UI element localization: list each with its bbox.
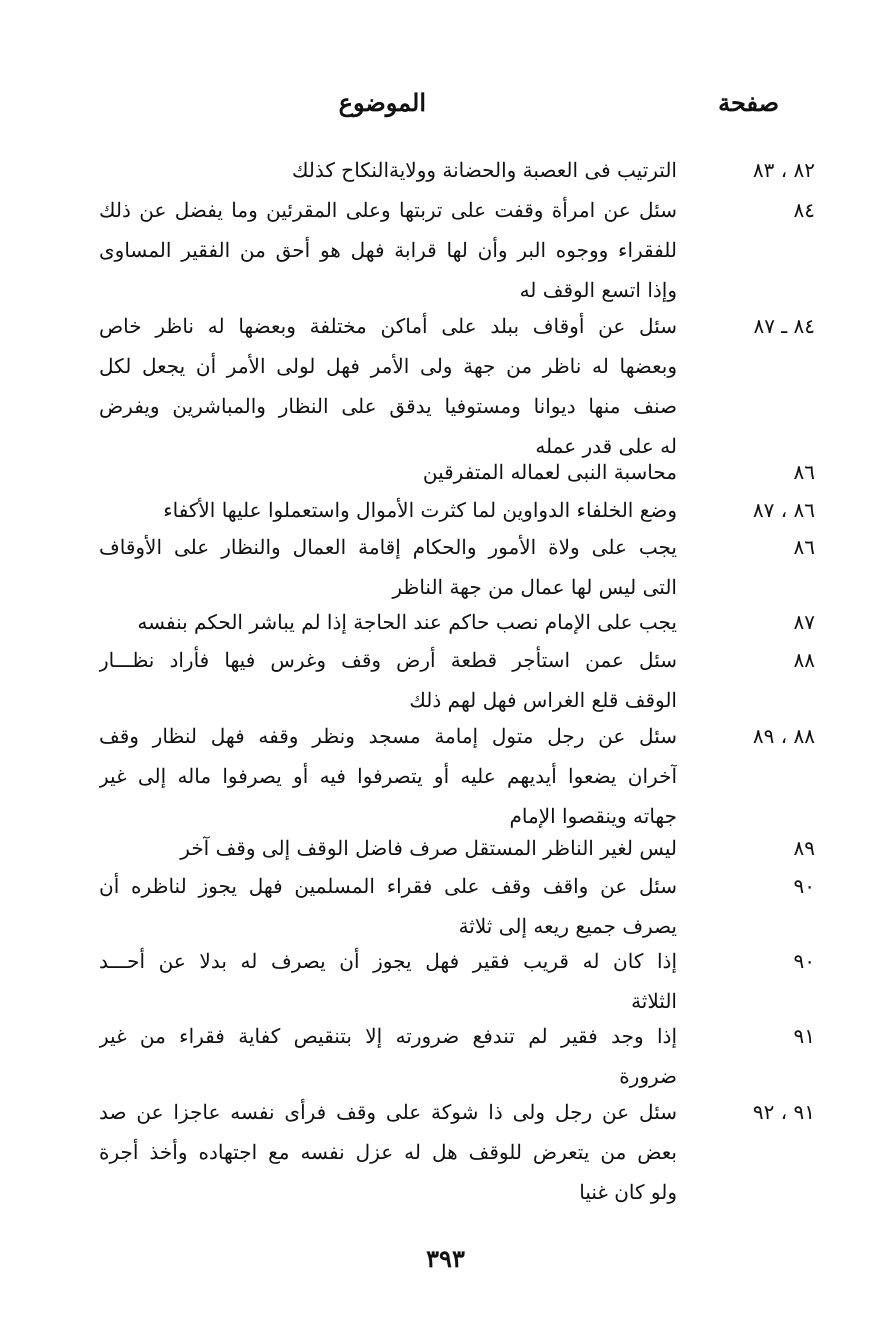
entry-line: سئل عن رجل متول إمامة مسجد ونظر وقفه فهل لنظار وقف	[99, 724, 677, 748]
entry-line: الترتيب فى العصبة والحضانة وولايةالنكاح كذلك	[291, 158, 677, 182]
entry-line: وضع الخلفاء الدواوين لما كثرت الأموال واستعملوا عليها الأكفاء	[163, 498, 677, 522]
entry-page-ref: ٨٦ ، ٨٧	[752, 498, 815, 522]
entry-topic	[99, 190, 677, 310]
entry-page-ref: ٨٤ ـ ٨٧	[753, 314, 815, 338]
entry-line: له على قدر عمله	[535, 434, 677, 458]
entry-topic	[99, 640, 677, 720]
entry-line: إذا كان له قريب فقير فهل يجوز أن يصرف له بدلا عن أحـــد	[99, 949, 677, 973]
entry-page-ref: ٩١ ، ٩٢	[752, 1100, 815, 1124]
entry-topic	[99, 490, 677, 530]
entry-line: ضرورة	[619, 1064, 677, 1088]
entry-topic	[99, 1016, 677, 1096]
entry-page-ref: ٩٠	[793, 874, 815, 898]
entry-line: سئل عن رجل ولى ذا شوكة على وقف فرأى نفسه عاجزا عن صد	[99, 1100, 677, 1124]
entry-page-ref: ٩٠	[793, 949, 815, 973]
entry-line: وإذا اتسع الوقف له	[519, 278, 677, 302]
entry-line: يجب على ولاة الأمور والحكام إقامة العمال والنظار على الأوقاف	[99, 535, 677, 559]
page-number: ٣٩٣	[426, 1244, 465, 1273]
entry-line: التى ليس لها عمال من جهة الناظر	[392, 575, 677, 599]
entry-topic	[99, 306, 677, 466]
entry-line: سئل عمن استأجر قطعة أرض وقف وغرس فيها فأراد نظـــار	[99, 648, 677, 672]
entry-page-ref: ٨٤	[793, 198, 815, 222]
entry-page-ref: ٨٧	[793, 610, 815, 634]
entry-topic	[99, 941, 677, 1021]
entry-line: صنف منها ديوانا ومستوفيا يدقق على النظار والمباشرين ويفرض	[99, 394, 677, 418]
entry-line: آخران يضعوا أيديهم عليه أو يتصرفوا فيه أو يصرفوا ماله إلى غير	[99, 764, 677, 788]
entry-line: سئل عن أوقاف ببلد على أماكن مختلفة وبعضها له ناظر خاص	[99, 314, 677, 338]
entry-page-ref: ٩١	[793, 1024, 815, 1048]
entry-page-ref: ٨٨	[793, 648, 815, 672]
entry-line: سئل عن امرأة وقفت على تربتها وعلى المقرئين وما يفضل عن ذلك	[99, 198, 677, 222]
entry-line: سئل عن واقف وقف على فقراء المسلمين فهل يجوز لناظره أن	[99, 874, 677, 898]
entry-line: يجب على الإمام نصب حاكم عند الحاجة إذا لم يباشر الحكم بنفسه	[137, 610, 677, 634]
entry-line: محاسبة النبى لعماله المتفرقين	[422, 460, 677, 484]
entry-page-ref: ٨٩	[793, 836, 815, 860]
entry-line: ليس لغير الناظر المستقل صرف فاضل الوقف إلى وقف آخر	[180, 836, 677, 860]
entry-page-ref: ٨٨ ، ٨٩	[752, 724, 815, 748]
entry-topic	[99, 828, 677, 868]
entry-line: إذا وجد فقير لم تندفع ضرورته إلا بتنقيص كفاية فقراء من غير	[99, 1024, 677, 1048]
entry-topic	[99, 452, 677, 492]
entry-line: الثلاثة	[631, 989, 677, 1013]
entry-topic	[99, 602, 677, 642]
topic-column-header: الموضوع	[338, 88, 426, 117]
entry-topic	[99, 527, 677, 607]
entry-page-ref: ٨٦	[793, 535, 815, 559]
entry-line: للفقراء ووجوه البر وأن لها قرابة فهل هو أحق من الفقير المساوى	[99, 238, 677, 262]
entry-topic	[99, 1092, 677, 1212]
entry-topic	[99, 716, 677, 836]
entry-page-ref: ٨٢ ، ٨٣	[752, 158, 815, 182]
page-column-header: صفحة	[718, 88, 779, 117]
entry-line: جهاته وينقصوا الإمام	[509, 804, 677, 828]
entry-line: يصرف جميع ريعه إلى ثلاثة	[458, 914, 677, 938]
entry-line: وبعضها له ناظر من جهة ولى الأمر فهل لولى الأمر أن يجعل لكل	[99, 354, 677, 378]
entry-page-ref: ٨٦	[793, 460, 815, 484]
entry-line: الوقف قلع الغراس فهل لهم ذلك	[409, 688, 677, 712]
entry-topic	[99, 866, 677, 946]
entry-line: ولو كان غنيا	[579, 1180, 677, 1204]
entry-line: بعض من يتعرض للوقف هل له عزل نفسه مع اجتهاده وأخذ أجرة	[99, 1140, 677, 1164]
entry-topic	[99, 150, 677, 190]
